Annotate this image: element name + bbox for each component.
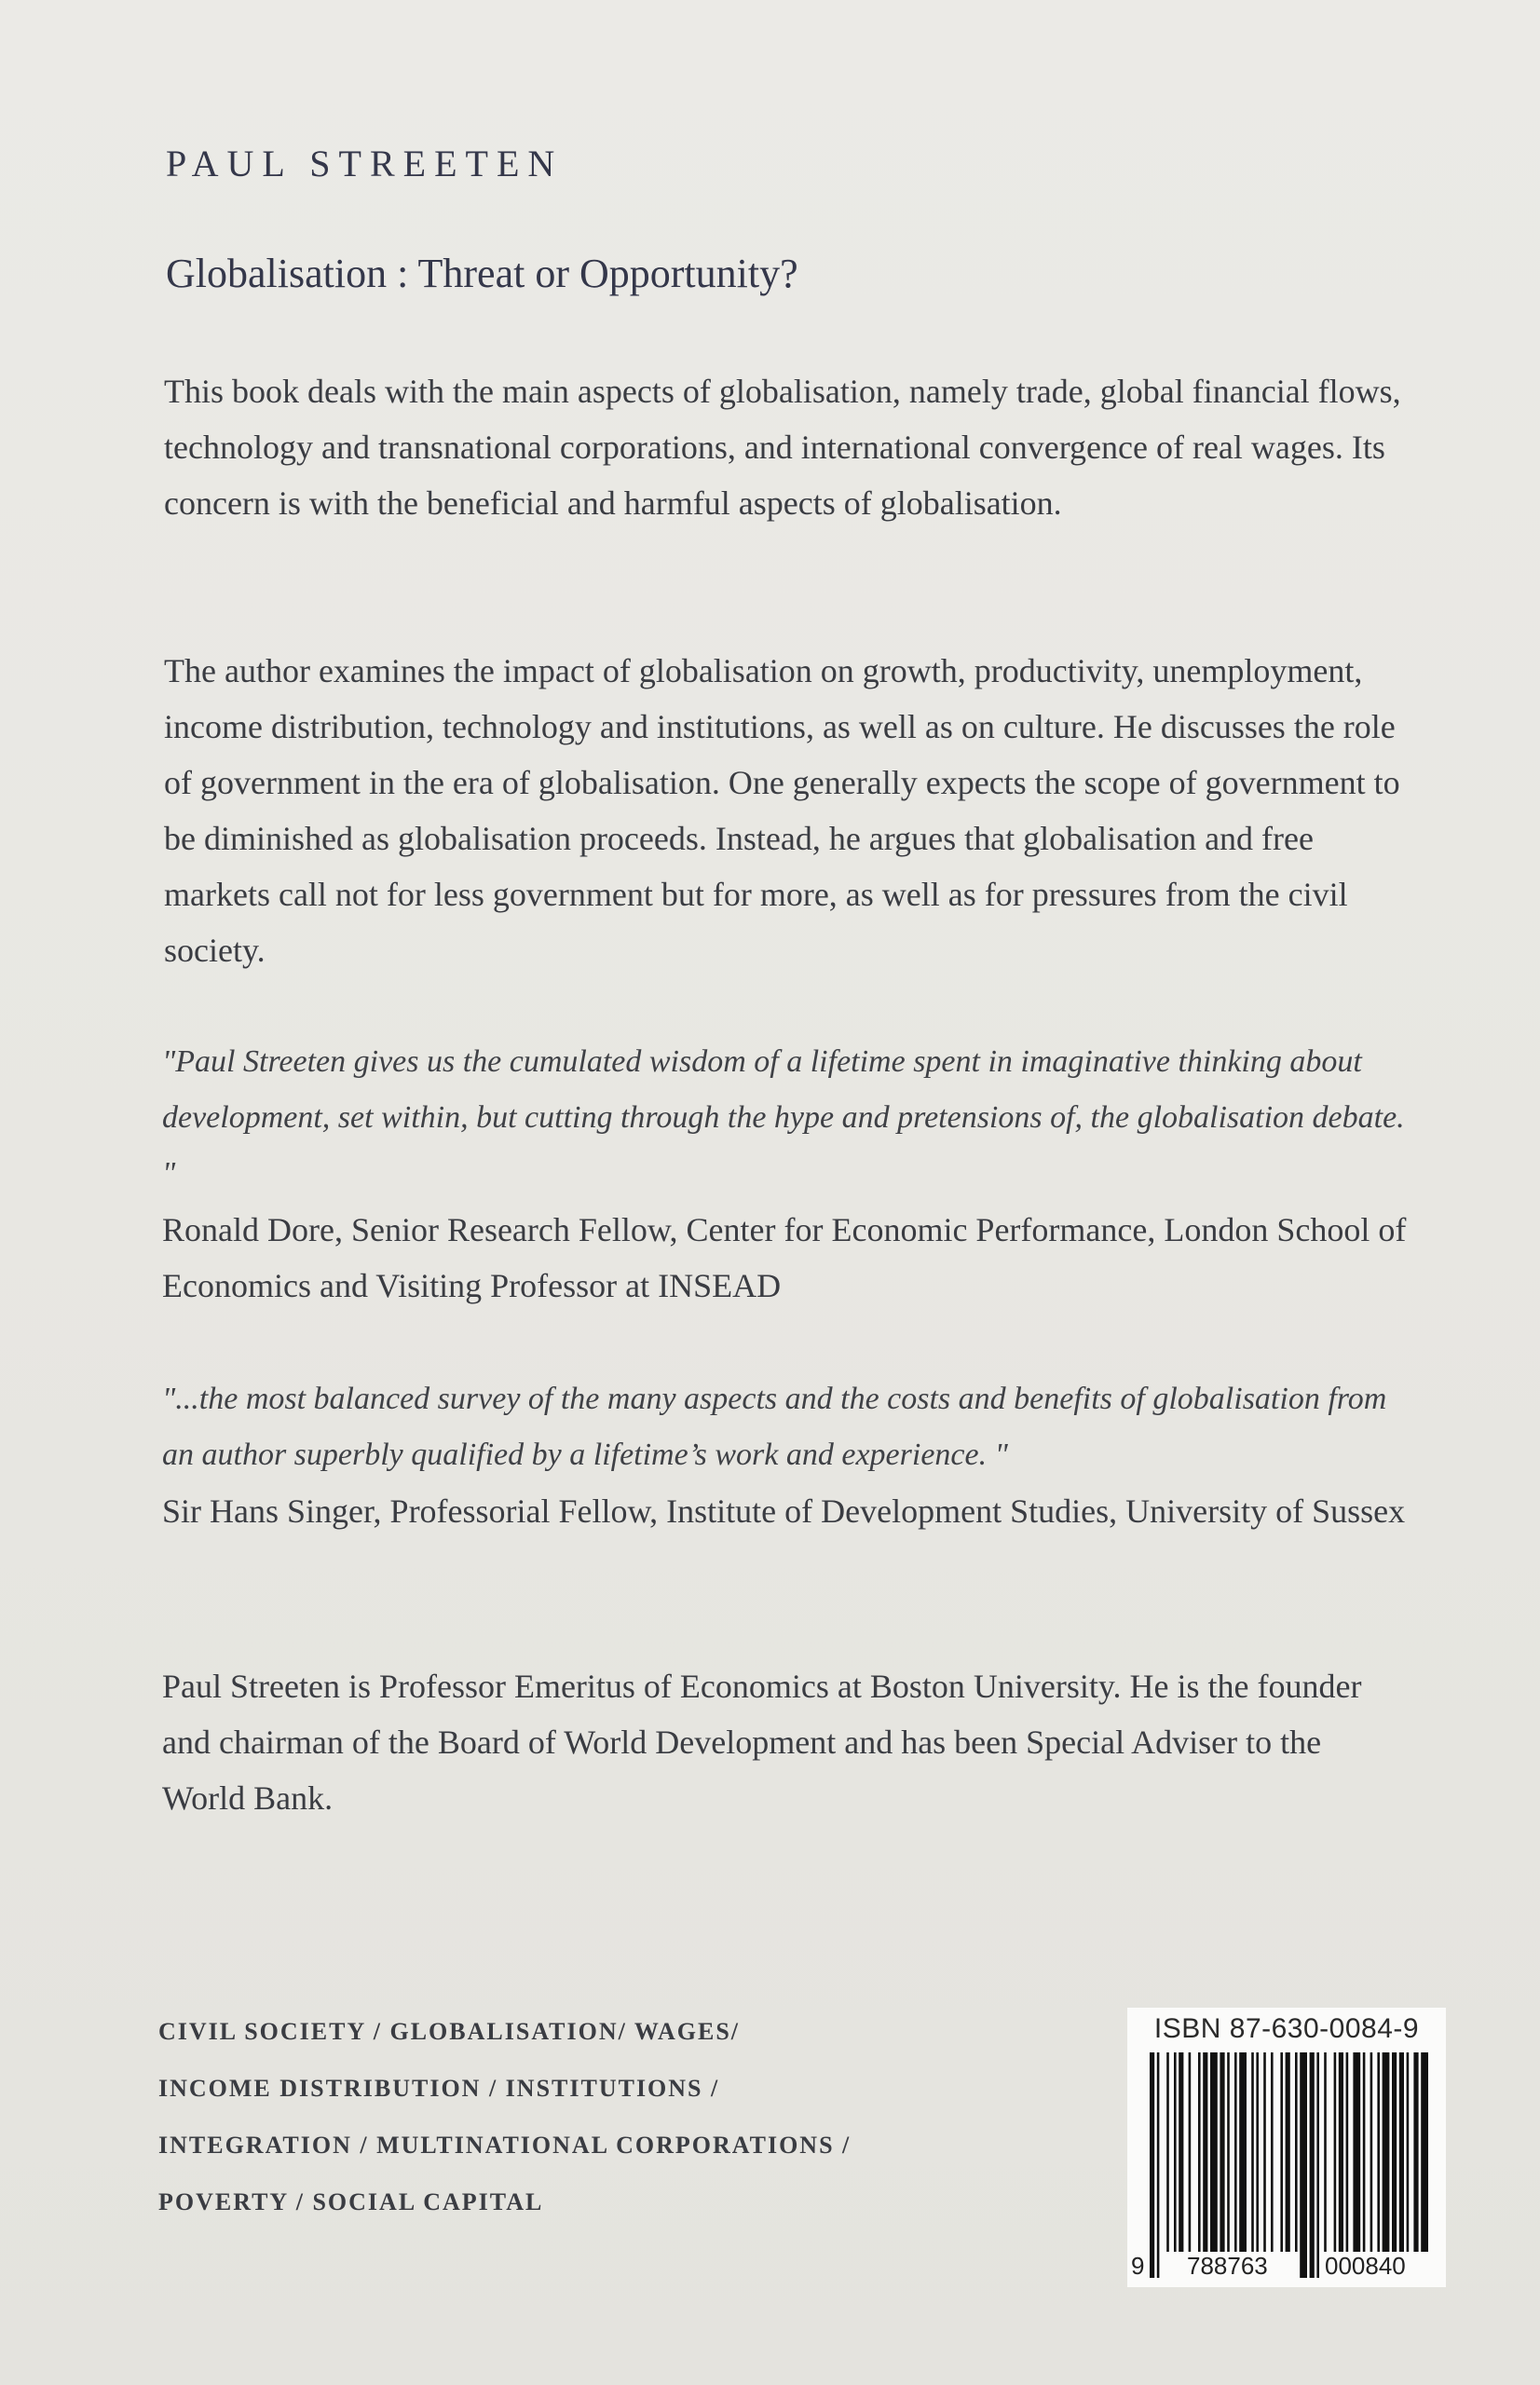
barcode-bar xyxy=(1407,2052,1410,2252)
quote-text: "...the most balanced survey of the many aspects and the costs and benefits of globalisation from an author superbly qualified by a lifetime’s work and experience. " xyxy=(162,1382,1387,1472)
barcode-bar xyxy=(1413,2052,1418,2252)
barcode-bar xyxy=(1263,2052,1266,2252)
barcode-bar xyxy=(1370,2052,1373,2252)
keyword-line: INCOME DISTRIBUTION / INSTITUTIONS / xyxy=(158,2075,720,2102)
barcode-bar xyxy=(1220,2052,1224,2252)
barcode-bar xyxy=(1166,2052,1169,2252)
barcode-bar xyxy=(1295,2052,1298,2252)
barcode-bar xyxy=(1339,2052,1343,2252)
barcode-bar xyxy=(1377,2052,1380,2252)
barcode-bar xyxy=(1334,2052,1337,2252)
endorsement-quote xyxy=(162,1371,1411,1539)
barcode-bar xyxy=(1210,2052,1218,2252)
barcode-bar xyxy=(1271,2052,1274,2252)
barcode-digits-right: 000840 xyxy=(1325,2252,1406,2280)
barcode-bar xyxy=(1189,2052,1192,2252)
author-bio: Paul Streeten is Professor Emeritus of Economics at Boston University. He is the founder and chairman of the Board of World Development and has been Special Adviser to the World Bank. xyxy=(162,1668,1362,1817)
description-paragraph: This book deals with the main aspects of globalisation, namely trade, global financial flows, technology and transnational corporations, and international convergence of real wages. Its concern is with the beneficial and harmful aspects of globalisation. xyxy=(164,373,1401,522)
author-name: PAUL STREETEN xyxy=(166,143,564,184)
keyword-line: POVERTY / SOCIAL CAPITAL xyxy=(158,2188,544,2215)
barcode-bar xyxy=(1198,2052,1201,2252)
barcode-bar xyxy=(1227,2052,1230,2252)
isbn-barcode xyxy=(1127,2008,1446,2287)
barcode-bar xyxy=(1310,2052,1315,2278)
barcode-bar xyxy=(1157,2052,1160,2278)
barcode-bar xyxy=(1346,2052,1349,2252)
quote-attribution: Sir Hans Singer, Professorial Fellow, Institute of Development Studies, University of Sussex xyxy=(162,1492,1406,1530)
barcode-bar xyxy=(1256,2052,1259,2252)
barcode-bar xyxy=(1324,2052,1327,2252)
quote-text: "Paul Streeten gives us the cumulated wisdom of a lifetime spent in imaginative thinking about development, set within, but cutting through the hype and pretensions of, the globalisation debate. " xyxy=(162,1044,1405,1191)
barcode-bar xyxy=(1316,2052,1319,2278)
barcode-bar xyxy=(1286,2052,1290,2252)
barcode-digits-left: 788763 xyxy=(1187,2252,1268,2280)
description-paragraph: The author examines the impact of globalisation on growth, productivity, unemployment, income distribution, technology and institutions, as well as on culture. He discusses the role of government in the era of globalisation. One generally expects the scope of government to be diminished as globalisation proceeds. Instead, he argues that globalisation and free markets call not for less government but for more, as well as for pressures from the civil society. xyxy=(164,652,1400,969)
barcode-bar xyxy=(1174,2052,1177,2252)
keyword-line: INTEGRATION / MULTINATIONAL CORPORATIONS / xyxy=(158,2132,852,2159)
barcode-bar xyxy=(1251,2052,1254,2252)
barcode-bar xyxy=(1399,2052,1404,2252)
barcode-bar xyxy=(1280,2052,1283,2252)
isbn-number: ISBN 87-630-0084-9 xyxy=(1153,2013,1420,2044)
barcode-bars xyxy=(1127,2008,1446,2287)
barcode-bar xyxy=(1383,2052,1390,2252)
barcode-bar xyxy=(1421,2052,1428,2252)
barcode-bar xyxy=(1353,2052,1360,2252)
book-title: Globalisation : Threat or Opportunity? xyxy=(166,251,798,296)
barcode-bar xyxy=(1150,2052,1154,2278)
subject-keywords xyxy=(158,2003,997,2230)
barcode-bar xyxy=(1392,2052,1397,2252)
keyword-line: CIVIL SOCIETY / GLOBALISATION/ WAGES/ xyxy=(158,2018,741,2045)
barcode-bar xyxy=(1179,2052,1183,2252)
barcode-digit-lead: 9 xyxy=(1131,2252,1145,2280)
endorsement-quote xyxy=(162,1034,1411,1314)
barcode-bar xyxy=(1363,2052,1366,2252)
barcode-bar xyxy=(1234,2052,1237,2252)
barcode-bar xyxy=(1203,2052,1207,2252)
barcode-bar xyxy=(1300,2052,1307,2278)
barcode-bar xyxy=(1239,2052,1247,2252)
quote-attribution: Ronald Dore, Senior Research Fellow, Center for Economic Performance, London School of Economics and Visiting Professor at INSEAD xyxy=(162,1211,1407,1304)
